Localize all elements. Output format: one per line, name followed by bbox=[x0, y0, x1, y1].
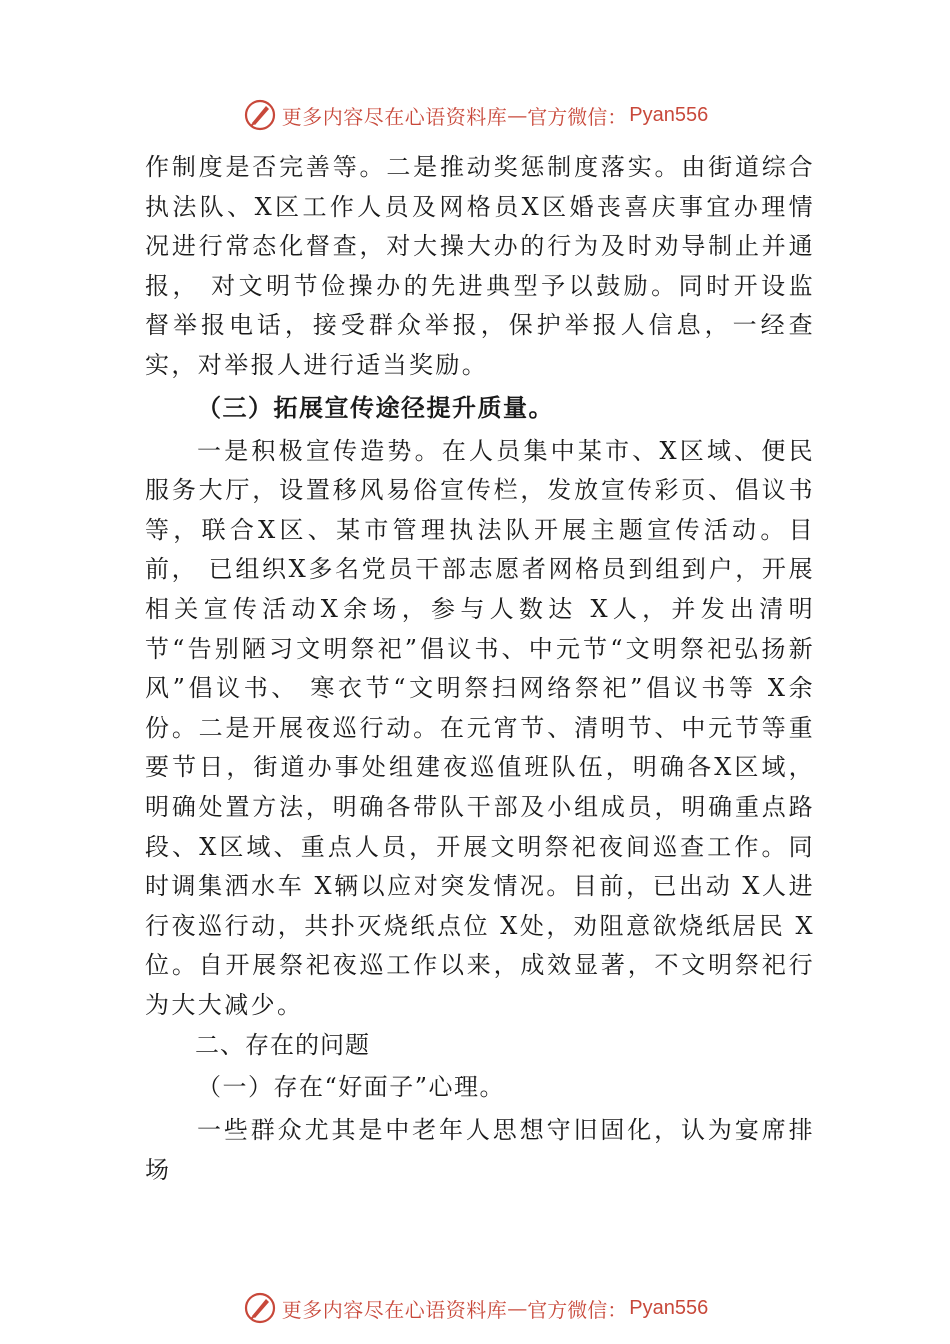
watermark-site-text: 更多内容尽在心语资料库 bbox=[281, 104, 508, 129]
watermark-label: 官方微信： bbox=[527, 1297, 628, 1322]
document-body bbox=[145, 148, 815, 1191]
watermark-separator: — bbox=[507, 103, 528, 127]
watermark-id: Pyan556 bbox=[629, 1296, 709, 1319]
watermark-id: Pyan556 bbox=[629, 103, 709, 126]
subsection-heading-1: （一）存在“好面子”心理。 bbox=[197, 1073, 506, 1102]
quill-logo-icon bbox=[242, 1290, 278, 1326]
header-watermark bbox=[0, 95, 950, 135]
watermark-label: 官方微信： bbox=[527, 104, 628, 129]
footer-watermark bbox=[0, 1288, 950, 1328]
quill-logo-icon bbox=[242, 97, 278, 133]
paragraph-3: 一些群众尤其是中老年人思想守旧固化，认为宴席排场 bbox=[145, 1116, 815, 1185]
section-heading-2: 二、存在的问题 bbox=[195, 1031, 370, 1060]
paragraph-2: 一是积极宣传造势。在人员集中某市、X区域、便民服务大厅，设置移风易俗宣传栏，发放宣传彩页、倡议书等，联合X区、某市管理执法队开展主题宣传活动。目前， 已组织X多名党员干部志愿者网格员到组到户，开展相关宣传活动X余场，参与人数达 X人，并发出清明节“告别陋习文明祭祀”倡议书、中元节“文明祭祀弘扬新风”倡议书、 寒衣节“文明祭扫网络祭祀”倡议书等 X余份。二是开展夜巡行动。在元宵节、清明节、中元节等重要节日，街道办事处组建夜巡值班队伍，明确各X区域，明确处置方法，明确各带队干部及小组成员，明确重点路段、X区域、重点人员，开展文明祭祀夜间巡查工作。同时调集洒水车 X辆以应对突发情况。目前，已出动 X人进行夜巡行动，共扑灭烧纸点位 X处，劝阻意欲烧纸居民 X位。自开展祭祀夜巡工作以来，成效显著，不文明祭祀行为大大减少。 bbox=[145, 436, 815, 1019]
watermark-site-text: 更多内容尽在心语资料库 bbox=[281, 1297, 508, 1322]
watermark-separator: — bbox=[507, 1296, 528, 1320]
section-heading-3: （三）拓展宣传途径提升质量。 bbox=[197, 392, 554, 422]
paragraph-1: 作制度是否完善等。二是推动奖惩制度落实。由街道综合执法队、X区工作人员及网格员X区婚丧喜庆事宜办理情况进行常态化督查，对大操大办的行为及时劝导制止并通报， 对文明节俭操办的先进典型予以鼓励。同时开设监督举报电话，接受群众举报，保护举报人信息，一经查实，对举报人进行适当奖励。 bbox=[145, 153, 815, 379]
